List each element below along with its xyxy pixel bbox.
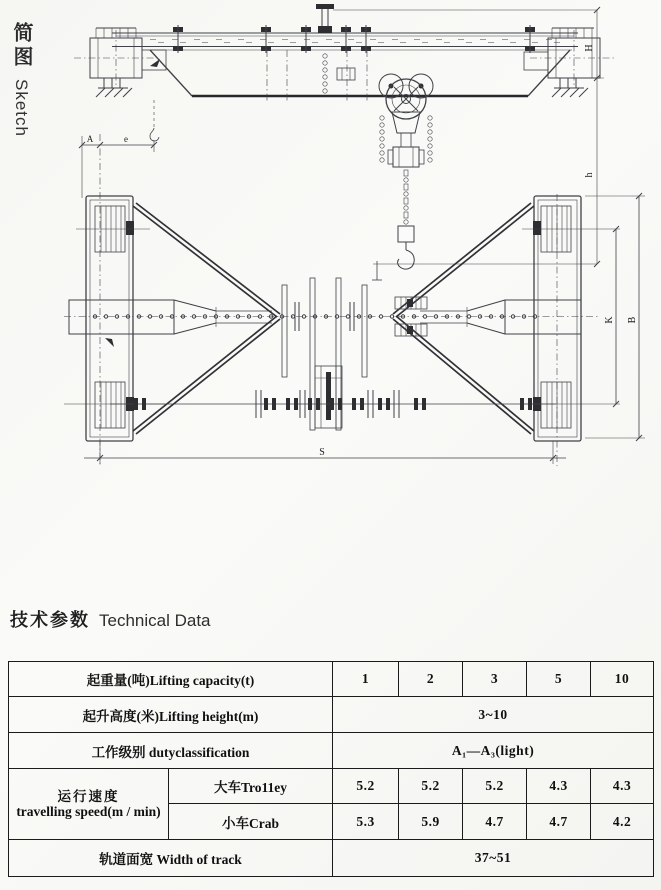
rail-clamps bbox=[173, 25, 535, 53]
dim-label-e: e bbox=[124, 134, 128, 144]
lifting-height-label: 起升高度(米)Lifting height(m) bbox=[9, 697, 333, 733]
cross-chain-line bbox=[64, 315, 600, 318]
row-track-width bbox=[9, 840, 654, 877]
track-width-label: 轨道面宽 Width of track bbox=[9, 840, 333, 877]
capacity-value-cell: 10 bbox=[591, 662, 654, 697]
row-lifting-height bbox=[9, 697, 654, 733]
technical-data-title-cn: 技术参数 bbox=[10, 610, 90, 630]
crab-row-label: 小车Crab bbox=[169, 804, 333, 840]
technical-data-title bbox=[10, 606, 211, 632]
technical-data-title-en: Technical Data bbox=[99, 611, 211, 630]
crab-speed-cell: 4.7 bbox=[463, 804, 527, 840]
capacity-value-cell: 5 bbox=[527, 662, 591, 697]
suspension-mast bbox=[316, 4, 334, 93]
row-lifting-capacity bbox=[9, 662, 654, 697]
hook-approach-marker bbox=[150, 128, 159, 141]
dim-label-S: S bbox=[319, 447, 325, 458]
travelling-speed-label bbox=[9, 769, 169, 840]
trolley-speed-cell: 5.2 bbox=[399, 769, 463, 804]
row-duty-classification bbox=[9, 733, 654, 769]
capacity-value-cell: 1 bbox=[333, 662, 399, 697]
dim-label-A: A bbox=[86, 134, 94, 144]
load-chain bbox=[404, 170, 408, 224]
hook bbox=[398, 250, 415, 269]
dim-label-B: B bbox=[627, 316, 638, 324]
plan-view bbox=[64, 100, 645, 466]
capacity-value-cell: 3 bbox=[463, 662, 527, 697]
bridge-girder bbox=[150, 50, 572, 103]
trolley-speed-cell: 4.3 bbox=[527, 769, 591, 804]
crab-speed-cell: 4.2 bbox=[591, 804, 654, 840]
sketch-title-en: Sketch bbox=[12, 79, 31, 137]
track-width-value: 37~51 bbox=[333, 840, 654, 877]
dimension-A-e bbox=[79, 100, 159, 198]
right-end-carriage bbox=[524, 28, 616, 97]
capacity-value-cell: 2 bbox=[399, 662, 463, 697]
trolley-speed-cell: 4.3 bbox=[591, 769, 654, 804]
lifting-capacity-label: 起重量(吨)Lifting capacity(t) bbox=[9, 662, 333, 697]
crab-speed-cell: 4.7 bbox=[527, 804, 591, 840]
trolley-row-label: 大车Tro11ey bbox=[169, 769, 333, 804]
trolley-speed-cell: 5.2 bbox=[333, 769, 399, 804]
duty-classification-label: 工作级别 dutyclassification bbox=[9, 733, 333, 769]
sketch-title-cn: 简图 bbox=[10, 22, 32, 70]
dim-label-h: h bbox=[584, 172, 595, 178]
dimension-S bbox=[84, 441, 566, 464]
hand-chain-left bbox=[380, 116, 384, 162]
duty-classification-value: A₁—A₃(light) bbox=[333, 733, 654, 769]
row-speed-trolley bbox=[9, 769, 654, 804]
hand-chain-right bbox=[428, 116, 432, 162]
lifting-height-value: 3~10 bbox=[333, 697, 654, 733]
elevation-view bbox=[74, 4, 616, 280]
dim-label-H: H bbox=[584, 44, 595, 52]
trolley-speed-cell: 5.2 bbox=[463, 769, 527, 804]
travelling-speed-label-en: travelling speed(m / min) bbox=[16, 804, 161, 819]
crab-speed-cell: 5.9 bbox=[399, 804, 463, 840]
left-end-carriage bbox=[74, 28, 166, 97]
travelling-speed-label-cn: 运行速度 bbox=[57, 789, 120, 804]
technical-data-table bbox=[8, 661, 654, 877]
dim-label-K: K bbox=[604, 316, 615, 324]
chain-hoist-trolley bbox=[379, 74, 433, 269]
crab-speed-cell: 5.3 bbox=[333, 804, 399, 840]
